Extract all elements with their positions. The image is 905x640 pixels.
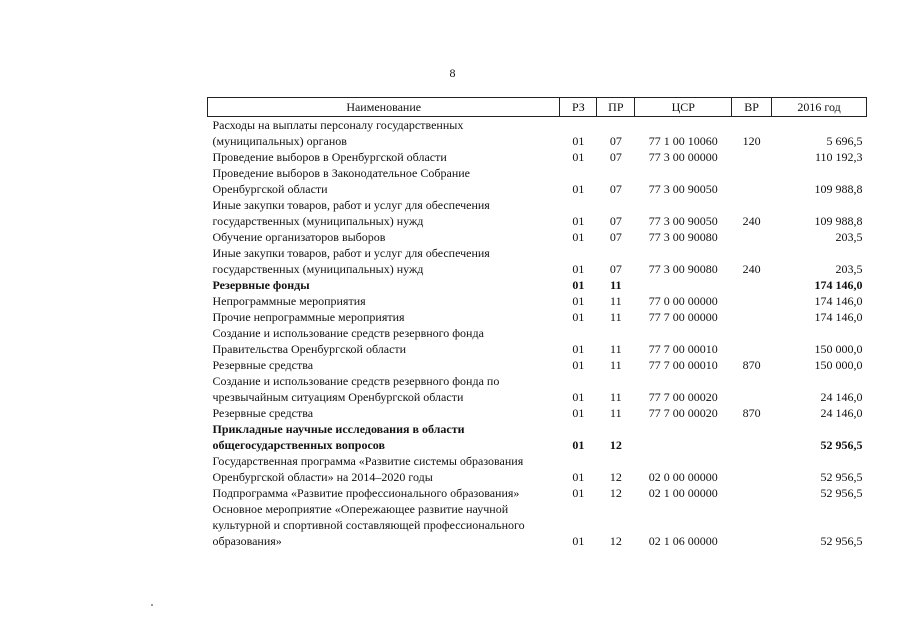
row-csr (635, 373, 732, 389)
row-rz: 01 (572, 150, 585, 164)
row-rz (560, 517, 597, 533)
row-name-line: Обучение организаторов выборов (212, 230, 386, 244)
row-rz (560, 501, 597, 517)
row-csr: 77 7 00 00020 (648, 390, 718, 404)
row-rz (560, 117, 597, 134)
row-rz: 01 (572, 310, 585, 324)
table-row (208, 197, 867, 213)
row-name-line: Прочие непрограммные мероприятия (212, 310, 405, 324)
row-vr (732, 229, 772, 245)
row-rz: 01 (572, 470, 585, 484)
table-row (208, 421, 867, 437)
row-sum-2016: 174 146,0 (814, 278, 863, 292)
row-pr: 07 (609, 230, 622, 244)
row-rz: 01 (572, 534, 585, 548)
row-sum-2016: 110 192,3 (814, 150, 863, 164)
row-rz (560, 197, 597, 213)
table-row (208, 133, 867, 149)
row-sum-2016 (772, 197, 867, 213)
row-vr (732, 309, 772, 325)
row-sum-2016: 24 146,0 (820, 390, 863, 404)
row-csr: 77 7 00 00020 (648, 406, 718, 420)
row-csr: 77 3 00 90080 (648, 230, 718, 244)
row-vr (732, 341, 772, 357)
row-pr (597, 501, 635, 517)
row-pr (597, 517, 635, 533)
row-csr: 77 7 00 00010 (648, 358, 718, 372)
row-rz (560, 453, 597, 469)
row-csr (635, 453, 732, 469)
row-pr: 11 (610, 294, 622, 308)
row-pr: 12 (609, 534, 622, 548)
scan-speck (151, 604, 153, 606)
row-csr (635, 277, 732, 293)
row-rz: 01 (572, 134, 585, 148)
budget-table (207, 97, 867, 549)
row-pr: 07 (609, 262, 622, 276)
row-pr: 12 (609, 486, 622, 500)
row-sum-2016 (772, 421, 867, 437)
table-row (208, 245, 867, 261)
row-sum-2016: 150 000,0 (814, 358, 863, 372)
table-row (208, 293, 867, 309)
row-pr: 12 (609, 470, 622, 484)
table-row (208, 517, 867, 533)
row-vr (732, 165, 772, 181)
table-row (208, 309, 867, 325)
row-sum-2016: 5 696,5 (826, 134, 863, 148)
row-rz: 01 (572, 486, 585, 500)
row-sum-2016: 52 956,5 (820, 534, 863, 548)
row-name-line: Резервные средства (212, 406, 314, 420)
table-row (208, 469, 867, 485)
row-csr: 02 0 00 00000 (648, 470, 718, 484)
row-sum-2016 (772, 517, 867, 533)
row-vr (732, 277, 772, 293)
row-vr (732, 469, 772, 485)
row-vr: 870 (742, 358, 761, 372)
row-vr: 240 (742, 214, 761, 228)
row-pr (597, 373, 635, 389)
row-vr: 240 (742, 262, 761, 276)
row-rz: 01 (572, 342, 585, 356)
row-pr: 11 (610, 278, 622, 292)
row-vr (732, 485, 772, 501)
row-vr (732, 389, 772, 405)
row-rz: 01 (572, 230, 585, 244)
row-pr (597, 325, 635, 341)
row-vr (732, 533, 772, 549)
row-csr: 77 0 00 00000 (648, 294, 718, 308)
row-sum-2016: 52 956,5 (820, 438, 863, 452)
row-name-line: Резервные фонды (212, 278, 310, 292)
row-sum-2016 (772, 453, 867, 469)
row-vr (732, 373, 772, 389)
row-sum-2016: 109 988,8 (814, 182, 863, 196)
row-pr: 11 (610, 342, 622, 356)
row-name-line: (муниципальных) органов (212, 134, 347, 148)
row-csr: 77 7 00 00010 (648, 342, 718, 356)
table-row (208, 453, 867, 469)
row-vr: 870 (742, 406, 761, 420)
row-csr (635, 165, 732, 181)
header-pr: ПР (597, 98, 635, 117)
table-row (208, 485, 867, 501)
page-number: 8 (449, 66, 456, 80)
header-year: 2016 год (772, 98, 867, 117)
table-row (208, 165, 867, 181)
row-sum-2016: 174 146,0 (814, 310, 863, 324)
row-pr: 07 (609, 134, 622, 148)
table-row (208, 357, 867, 373)
row-vr (732, 501, 772, 517)
table-row (208, 437, 867, 453)
row-csr: 77 3 00 00000 (648, 150, 718, 164)
row-rz (560, 421, 597, 437)
row-vr (732, 325, 772, 341)
row-name-line: Государственная программа «Развитие системы образования (212, 454, 524, 468)
row-rz: 01 (572, 438, 585, 452)
row-name-line: Основное мероприятие «Опережающее развитие научной (212, 502, 509, 516)
row-rz: 01 (572, 182, 585, 196)
table-body (208, 117, 867, 550)
row-sum-2016: 52 956,5 (820, 470, 863, 484)
row-csr (635, 437, 732, 453)
row-rz: 01 (572, 358, 585, 372)
row-vr (732, 245, 772, 261)
row-pr (597, 245, 635, 261)
table-row (208, 117, 867, 134)
row-csr: 02 1 00 00000 (648, 486, 718, 500)
row-pr: 07 (609, 150, 622, 164)
row-pr (597, 117, 635, 134)
row-vr (732, 293, 772, 309)
row-pr: 11 (610, 390, 622, 404)
row-name-line: Расходы на выплаты персоналу государственных (212, 118, 464, 132)
header-vr: ВР (732, 98, 772, 117)
row-name-line: государственных (муниципальных) нужд (212, 262, 424, 276)
row-name-line: Создание и использование средств резервного фонда по (212, 374, 500, 388)
row-pr: 11 (610, 406, 622, 420)
table-row (208, 277, 867, 293)
row-name-line: Правительства Оренбургской области (212, 342, 407, 356)
row-csr: 77 3 00 90050 (648, 214, 718, 228)
row-sum-2016: 52 956,5 (820, 486, 863, 500)
row-name-line: Непрограммные мероприятия (212, 294, 366, 308)
table-row (208, 533, 867, 549)
row-sum-2016: 109 988,8 (814, 214, 863, 228)
header-rz: РЗ (560, 98, 597, 117)
row-name-line: государственных (муниципальных) нужд (212, 214, 424, 228)
row-sum-2016 (772, 165, 867, 181)
row-rz (560, 165, 597, 181)
row-name-line: образования» (212, 534, 282, 548)
table-row (208, 341, 867, 357)
row-csr: 77 7 00 00000 (648, 310, 718, 324)
row-pr: 12 (609, 438, 622, 452)
row-name-line: Создание и использование средств резервного фонда (212, 326, 484, 340)
row-name-line: Проведение выборов в Законодательное Собрание (212, 166, 470, 180)
table-row (208, 501, 867, 517)
row-name-line: Подпрограмма «Развитие профессионального образования» (212, 486, 520, 500)
row-csr (635, 197, 732, 213)
row-name-line: Иные закупки товаров, работ и услуг для обеспечения (212, 198, 490, 212)
row-sum-2016: 203,5 (835, 230, 863, 244)
row-vr (732, 453, 772, 469)
table-row (208, 229, 867, 245)
row-rz: 01 (572, 262, 585, 276)
row-csr (635, 117, 732, 134)
row-rz: 01 (572, 214, 585, 228)
row-csr (635, 517, 732, 533)
row-rz (560, 325, 597, 341)
row-vr (732, 149, 772, 165)
row-rz: 01 (572, 406, 585, 420)
row-name-line: Проведение выборов в Оренбургской области (212, 150, 447, 164)
row-csr: 77 1 00 10060 (648, 134, 718, 148)
table-header-row (208, 98, 867, 117)
table-row (208, 389, 867, 405)
row-sum-2016: 24 146,0 (820, 406, 863, 420)
row-csr (635, 325, 732, 341)
row-pr: 11 (610, 310, 622, 324)
table-row (208, 373, 867, 389)
row-rz (560, 373, 597, 389)
row-pr: 11 (610, 358, 622, 372)
row-sum-2016: 203,5 (835, 262, 863, 276)
table-row (208, 405, 867, 421)
row-csr: 02 1 06 00000 (648, 534, 718, 548)
row-name-line: общегосударственных вопросов (212, 438, 385, 452)
row-csr (635, 501, 732, 517)
row-sum-2016 (772, 501, 867, 517)
row-sum-2016: 150 000,0 (814, 342, 863, 356)
row-name-line: Резервные средства (212, 358, 314, 372)
row-vr (732, 437, 772, 453)
table-row (208, 213, 867, 229)
row-sum-2016: 174 146,0 (814, 294, 863, 308)
row-sum-2016 (772, 325, 867, 341)
row-name-line: Оренбургской области» на 2014–2020 годы (212, 470, 433, 484)
row-rz: 01 (572, 278, 585, 292)
row-csr (635, 245, 732, 261)
row-pr (597, 165, 635, 181)
row-csr: 77 3 00 90050 (648, 182, 718, 196)
row-vr (732, 421, 772, 437)
row-pr (597, 421, 635, 437)
table-row (208, 325, 867, 341)
table-row (208, 261, 867, 277)
row-sum-2016 (772, 117, 867, 134)
row-vr (732, 181, 772, 197)
row-vr: 120 (742, 134, 761, 148)
row-rz: 01 (572, 294, 585, 308)
header-csr: ЦСР (635, 98, 732, 117)
row-csr: 77 3 00 90080 (648, 262, 718, 276)
row-csr (635, 421, 732, 437)
table-row (208, 181, 867, 197)
row-vr (732, 197, 772, 213)
row-sum-2016 (772, 245, 867, 261)
header-name: Наименование (208, 98, 560, 117)
row-pr: 07 (609, 214, 622, 228)
row-pr (597, 453, 635, 469)
table-row (208, 149, 867, 165)
row-pr: 07 (609, 182, 622, 196)
row-vr (732, 517, 772, 533)
row-rz (560, 245, 597, 261)
row-name-line: Прикладные научные исследования в области (212, 422, 465, 436)
row-vr (732, 117, 772, 134)
row-rz: 01 (572, 390, 585, 404)
row-name-line: культурной и спортивной составляющей профессионального (212, 518, 525, 532)
row-name-line: Иные закупки товаров, работ и услуг для обеспечения (212, 246, 490, 260)
row-pr (597, 197, 635, 213)
row-name-line: Оренбургской области (212, 182, 328, 196)
row-sum-2016 (772, 373, 867, 389)
row-name-line: чрезвычайным ситуациям Оренбургской области (212, 390, 464, 404)
